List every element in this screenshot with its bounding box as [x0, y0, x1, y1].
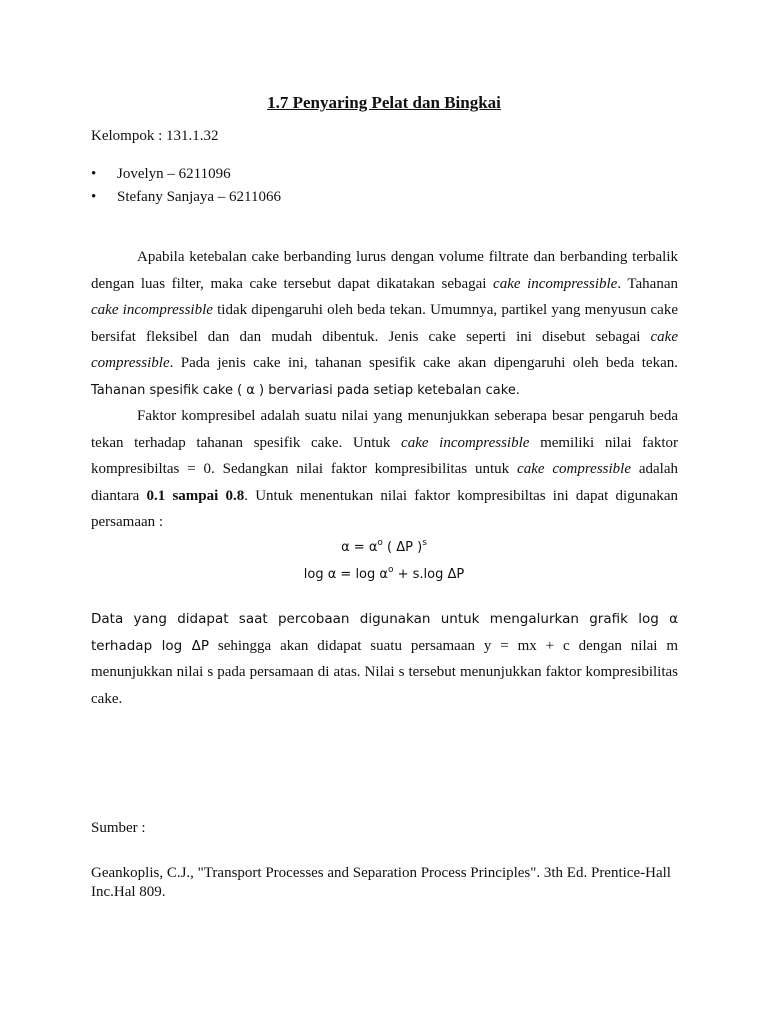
para-text: Faktor kompresibel adalah suatu nilai yang menunjukkan seberapa besar pengaruh beda tekan terhadap tahanan spesifik cake. Untuk	[91, 408, 678, 451]
member-name: Jovelyn – 6211096	[117, 166, 231, 182]
term-italic: cake incompressible	[401, 434, 530, 451]
para-text: Data yang didapat saat percobaan digunakan untuk mengalurkan grafik log α terhadap log ΔP	[91, 611, 678, 654]
para-text: memiliki nilai faktor kompresibiltas = 0. Sedangkan nilai faktor kompresibilitas untuk	[91, 434, 678, 478]
term-italic: cake incompressible	[91, 302, 213, 319]
bullet-icon: •	[91, 166, 97, 182]
para-text: sehingga akan didapat suatu persamaan y = mx + c dengan nilai m menunjukkan nilai s pada persamaan di atas. Nilai s tersebut menunjukkan faktor kompresibilitas cake.	[91, 637, 678, 707]
list-item	[91, 186, 281, 209]
paragraph-data-analysis	[91, 606, 678, 712]
equation-1: $\alpha = \alpha^o$ ( ΔP )$^s$	[341, 538, 427, 555]
para-text: . Untuk menentukan nilai faktor kompresibiltas ini dapat digunakan persamaan :	[91, 487, 679, 531]
para-text: Apabila ketebalan cake berbanding lurus dengan volume filtrate dan berbanding terbalik dengan luas filter, maka cake tersebut dapat dikatakan sebagai	[91, 249, 678, 292]
group-label: Kelompok : 131.1.32	[91, 128, 219, 144]
term-italic: cake incompressible	[493, 275, 618, 292]
term-italic: cake compressible	[517, 461, 631, 478]
reference-citation: Geankoplis, C.J., "Transport Processes and Separation Process Principles". 3th Ed. Prentice-Hall Inc.Hal 809.	[91, 865, 671, 900]
member-name: Stefany Sanjaya – 6211066	[117, 189, 281, 205]
page-title: 1.7 Penyaring Pelat dan Bingkai	[267, 93, 501, 112]
source-label: Sumber :	[91, 820, 146, 836]
para-text: . Tahanan	[617, 275, 678, 292]
equation-2: $\log \alpha = \log \alpha^o + s.\log$ ΔP	[303, 565, 465, 582]
para-text: adalah diantara	[91, 461, 679, 504]
member-list	[91, 163, 281, 209]
para-text: . Pada jenis cake ini, tahanan spesifik cake akan dipengaruhi oleh beda tekan.	[169, 355, 678, 372]
term-italic: cake compressible	[91, 328, 678, 372]
para-text: Tahanan spesifik cake ( α ) bervariasi pada setiap ketebalan cake.	[91, 382, 520, 398]
paragraph-cake-definition	[91, 244, 678, 405]
paragraph-compressibility	[91, 403, 678, 536]
list-item	[91, 163, 281, 186]
range-bold: 0.1 sampai 0.8	[146, 487, 245, 504]
para-text: tidak dipengaruhi oleh beda tekan. Umumnya, partikel yang menyusun cake bersifat fleksibel dan dan mudah dibentuk. Jenis cake seperti ini disebut sebagai	[91, 302, 678, 345]
bullet-icon: •	[91, 189, 97, 205]
